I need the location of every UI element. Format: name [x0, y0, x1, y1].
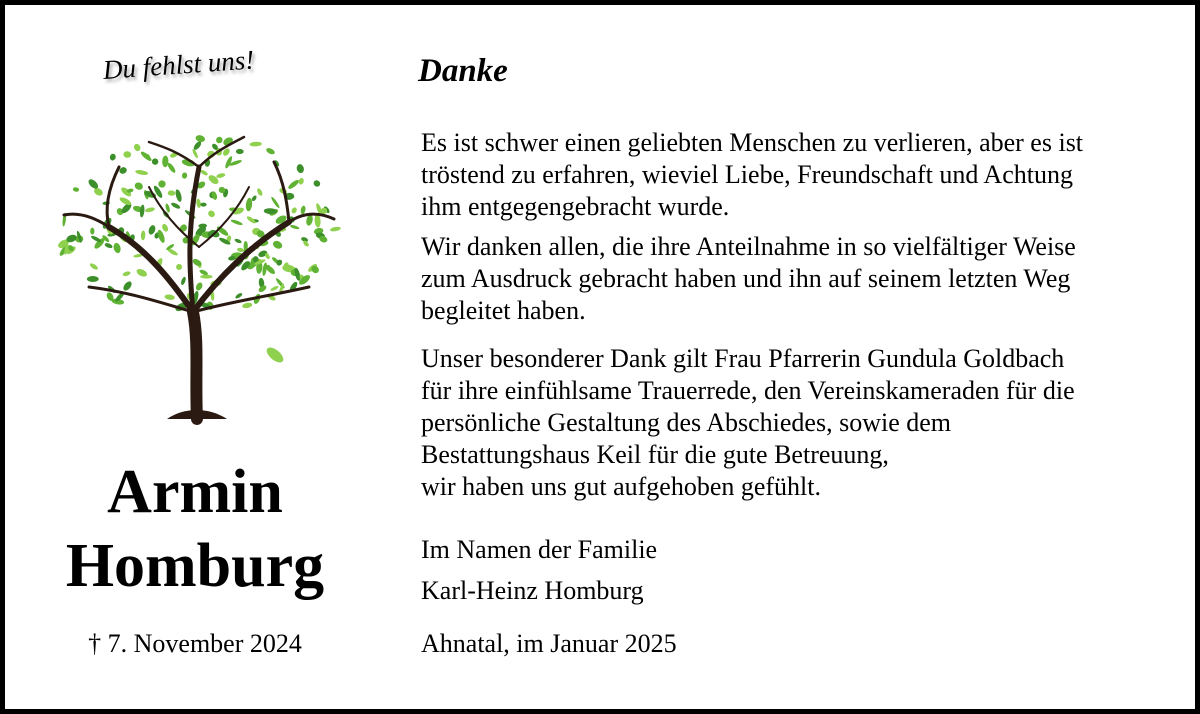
leaf-shape: [164, 294, 175, 301]
tree-icon: [49, 127, 345, 427]
motto-text: Du fehlst uns!: [101, 44, 256, 85]
leaf-shape: [270, 285, 279, 292]
leaf-shape: [109, 153, 117, 161]
leaf-shape: [104, 242, 113, 249]
paragraph-3: [421, 343, 1191, 503]
leaf-shape: [90, 228, 94, 235]
leaf-shape: [134, 181, 145, 191]
paragraph-line: tröstend zu erfahren, wieviel Liebe, Freundschaft und Achtung: [421, 160, 1073, 189]
deceased-first-name: Armin: [107, 458, 283, 526]
leaf-shape: [162, 155, 169, 167]
paragraph-line: ihm entgegengebracht wurde.: [421, 192, 730, 221]
paragraph-line: persönliche Gestaltung des Abschiedes, sowie dem: [421, 408, 951, 437]
leaf-shape: [312, 179, 321, 188]
falling-leaf-shape: [264, 345, 286, 366]
leaf-shape: [234, 238, 242, 244]
leaf-shape: [272, 239, 284, 250]
leaf-shape: [215, 136, 224, 145]
leaf-shape: [170, 201, 181, 209]
leaf-shape: [236, 149, 244, 154]
leaf-shape: [195, 134, 206, 143]
leaf-shape: [122, 271, 131, 277]
leaf-shape: [123, 151, 131, 158]
leaf-shape: [139, 204, 145, 217]
leaf-shape: [141, 230, 146, 240]
leaf-shape: [196, 198, 202, 208]
leaf-shape: [135, 169, 149, 176]
leaf-shape: [216, 172, 226, 178]
leaf-shape: [330, 226, 342, 232]
leaf-shape: [145, 207, 156, 213]
leaf-shape: [89, 262, 99, 271]
place-date: Ahnatal, im Januar 2025: [421, 629, 677, 658]
paragraph-line: begleitet haben.: [421, 296, 586, 325]
leaf-shape: [122, 280, 133, 292]
paragraph-1: [421, 127, 1191, 223]
leaf-shape: [175, 263, 183, 271]
leaf-shape: [151, 157, 159, 165]
paragraph-line: Bestattungshaus Keil für die gute Betreuung,: [421, 440, 889, 469]
leaf-shape: [249, 141, 262, 146]
paragraph-line: zum Ausdruck gebracht haben und ihn auf seinem letzten Weg: [421, 264, 1071, 293]
leaf-shape: [200, 203, 206, 207]
paragraph-line: Wir danken allen, die ihre Anteilnahme in so vielfältiger Weise: [421, 232, 1076, 261]
leaf-shape: [300, 205, 306, 214]
leaf-shape: [179, 223, 189, 233]
leaf-shape: [90, 235, 102, 244]
leaf-shape: [73, 187, 80, 193]
leaf-shape: [135, 267, 148, 278]
leaf-shape: [180, 276, 187, 285]
leaf-shape: [224, 155, 233, 169]
leaf-shape: [270, 196, 280, 209]
leaf-shape: [161, 223, 169, 233]
leaf-shape: [287, 179, 300, 191]
leaf-shape: [291, 207, 298, 215]
leaf-shape: [290, 224, 300, 230]
paragraph-line: Unser besonderer Dank gilt Frau Pfarrerin Gundula Goldbach: [421, 344, 1065, 373]
leaf-shape: [112, 242, 121, 254]
leaf-shape: [157, 179, 167, 189]
leaf-shape: [87, 276, 99, 282]
leaf-shape: [234, 292, 243, 299]
leaf-shape: [242, 302, 253, 309]
leaf-shape: [168, 190, 176, 196]
leaf-shape: [265, 147, 276, 156]
leaf-shape: [200, 275, 212, 279]
leaf-shape: [133, 143, 142, 152]
leaf-shape: [174, 189, 182, 203]
leaf-shape: [230, 219, 243, 227]
leaf-shape: [245, 198, 253, 212]
leaf-shape: [237, 247, 245, 252]
leaf-shape: [256, 188, 263, 197]
paragraph-line: Es ist schwer einen geliebten Menschen zu verlieren, aber es ist: [421, 128, 1084, 157]
leaf-shape: [296, 163, 305, 174]
paragraph-line: wir haben uns gut aufgehoben gefühlt.: [421, 472, 822, 501]
leaf-shape: [166, 162, 176, 174]
leaf-shape: [198, 223, 207, 228]
deceased-last-name: Homburg: [65, 532, 325, 600]
notice-title: Danke: [418, 53, 508, 89]
signature-line-1: Im Namen der Familie: [421, 535, 658, 564]
death-date: † 7. November 2024: [88, 629, 302, 658]
paragraph-2: [421, 231, 1191, 327]
leaf-shape: [182, 172, 188, 179]
leaf-shape: [298, 177, 305, 185]
leaf-shape: [207, 209, 216, 218]
leaf-shape: [195, 281, 204, 291]
leaf-shape: [140, 150, 153, 162]
signature-line-2: Karl-Heinz Homburg: [421, 576, 644, 605]
paragraph-line: für ihre einfühlsame Trauerrede, den Vereinskameraden für die: [421, 376, 1075, 405]
